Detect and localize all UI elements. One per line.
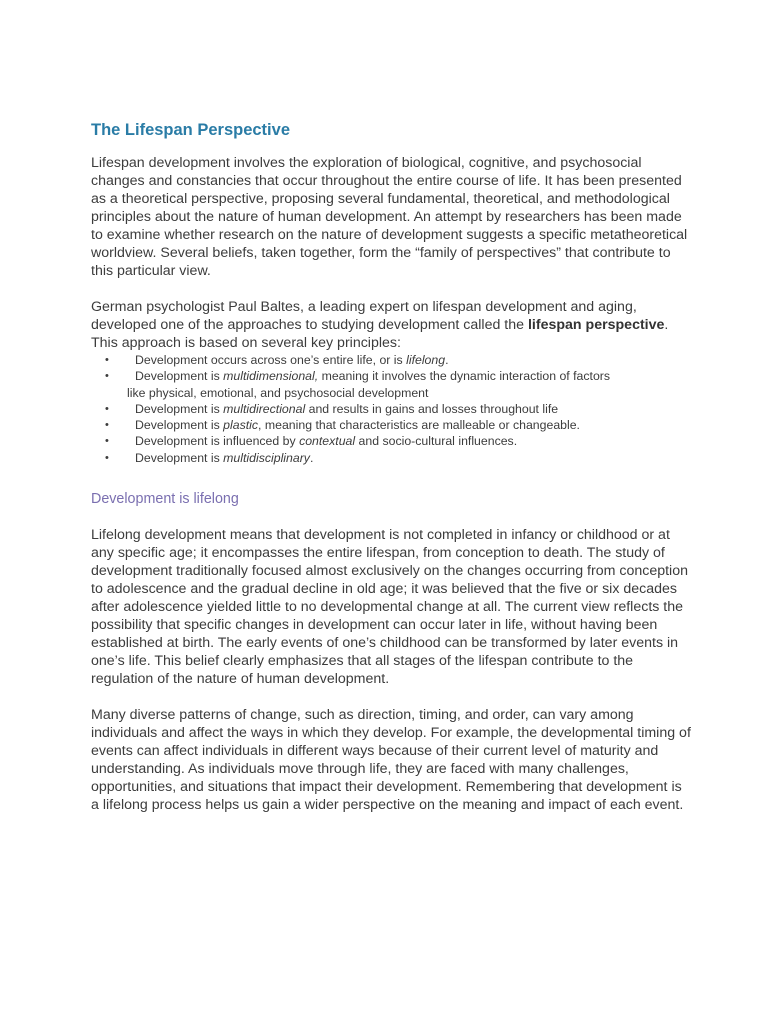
list-item: • Development is influenced by contextual and socio-cultural influences. (105, 434, 518, 449)
patterns-paragraph: Many diverse patterns of change, such as direction, timing, and order, can vary among individuals and affect the ways in which they develop. For example, the developmental timing of events can affect individuals in different ways because of their current level of maturity and understanding. As individuals move through life, they are faced with many challenges, opportunities, and situations that impact their development. Remembering that development is a lifelong process helps us gain a wider perspective on the meaning and impact of each event. (91, 707, 691, 814)
list-item: • Development is multidirectional and results in gains and losses throughout life (105, 401, 559, 416)
section-heading: Development is lifelong (91, 491, 239, 508)
lifespan-perspective-term: lifespan perspective (527, 317, 665, 333)
baltes-paragraph-post: . This approach is based on several key principles: (91, 317, 669, 351)
bullet-icon: • (105, 354, 109, 366)
lifelong-paragraph: Lifelong development means that development is not completed in infancy or childhood or at any specific age; it encompasses the entire lifespan, from conception to death. The study of development traditionally focused almost exclusively on the changes occurring from conception to adolescence and the gradual decline in old age; it was believed that the five or six decades after adolescence yielded little to no developmental change at all. The current view reflects the possibility that specific changes in development can occur later in life, without having been established at birth. The early events of one’s childhood can be transformed by later events in one’s life. This belief clearly emphasizes that all stages of the lifespan contribute to the regulation of the nature of human development. (91, 527, 688, 688)
list-item: • Development is plastic, meaning that characteristics are malleable or changeable. (105, 418, 580, 433)
list-item: • Development is multidisciplinary. (105, 450, 314, 465)
principles-list (91, 352, 691, 466)
bullet-icon: • (105, 451, 109, 464)
list-item: • Development is multidimensional, meaning it involves the dynamic interaction of factors like physical, emotional, and psychosocial development (105, 369, 611, 400)
baltes-paragraph (91, 298, 691, 352)
document-content (91, 119, 691, 814)
bullet-icon: • (105, 370, 109, 383)
page-title: The Lifespan Perspective (91, 121, 290, 139)
bullet-icon: • (105, 402, 109, 415)
baltes-paragraph-pre: German psychologist Paul Baltes, a leading expert on lifespan development and aging, developed one of the approaches to studying development called the (91, 299, 637, 333)
bullet-icon: • (105, 435, 109, 448)
list-item: • Development occurs across one’s entire life, or is lifelong. (105, 353, 449, 367)
bullet-icon: • (105, 419, 109, 432)
intro-paragraph: Lifespan development involves the exploration of biological, cognitive, and psychosocial changes and constancies that occur throughout the entire course of life. It has been presented as a theoretical perspective, proposing several fundamental, theoretical, and methodological principles about the nature of human development. An attempt by researchers has been made to examine whether research on the nature of development suggests a specific metatheoretical worldview. Several beliefs, taken together, form the “family of perspectives” that contribute to this particular view. (91, 155, 688, 279)
